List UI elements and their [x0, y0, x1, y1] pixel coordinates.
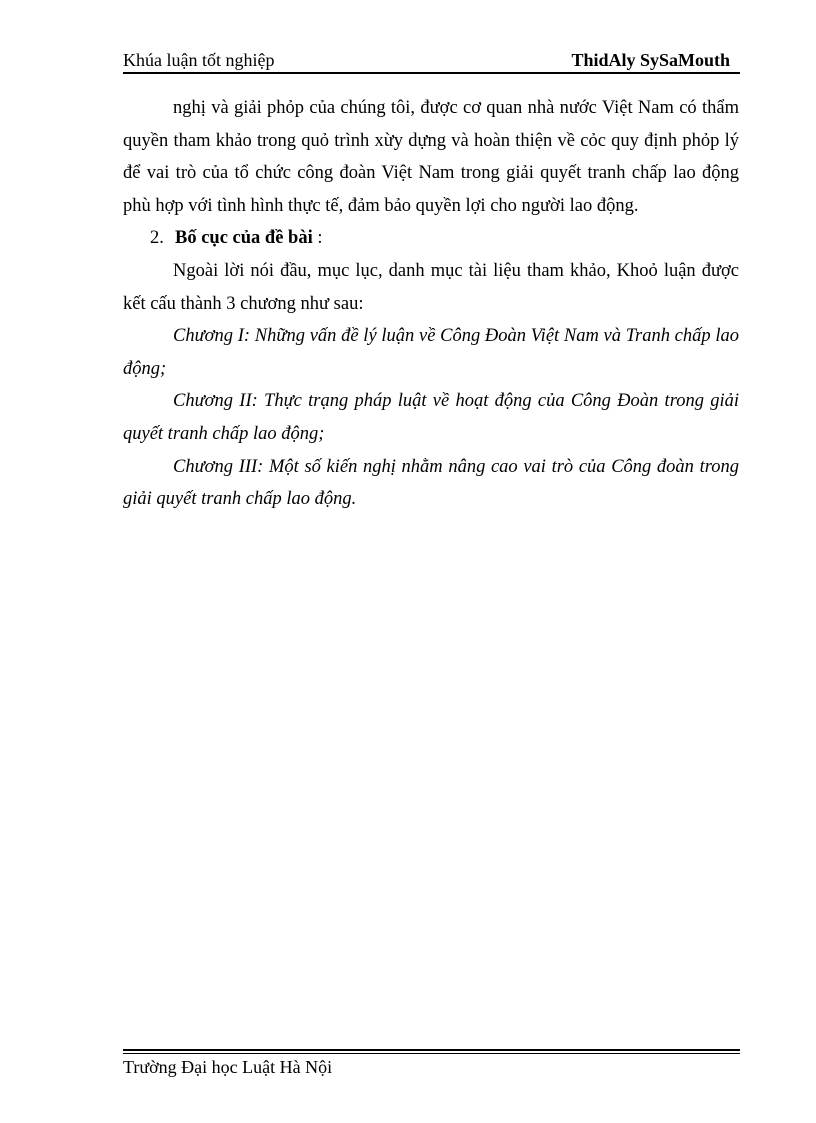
section-heading-number: 2.	[150, 228, 164, 249]
document-body	[123, 92, 739, 516]
header-divider	[123, 72, 740, 74]
section-heading-title: Bố cục của đề bài	[175, 228, 313, 249]
footer-divider-thin	[123, 1053, 740, 1054]
footer-university-name: Trường Đại học Luật Hà Nội	[123, 1057, 333, 1077]
page-header	[123, 46, 740, 72]
continuation-paragraph: nghị và giải phỏp của chúng tôi, được cơ quan nhà nước Việt Nam có thẩm quyền tham khảo trong quỏ trình xừy dựng và hoàn thiện về cỏc quy định phỏp lý để vai trò của tổ chức công đoàn Việt Nam trong giải quyết tranh chấp lao động phù hợp với tình hình thực tế, đảm bảo quyền lợi cho người lao động.	[123, 98, 739, 216]
section-heading-colon: :	[317, 228, 323, 249]
footer-divider-thick	[123, 1049, 740, 1051]
header-thesis-title: Khúa luận tốt nghiệp	[123, 50, 275, 70]
chapter-3-summary: Chương III: Một số kiến nghị nhằm nâng cao vai trò của Công đoàn trong giải quyết tranh chấp lao động.	[123, 456, 739, 510]
chapter-2-summary: Chương II: Thực trạng pháp luật về hoạt động của Công Đoàn trong giải quyết tranh chấp lao động;	[123, 391, 739, 444]
section-heading	[123, 222, 739, 255]
header-author-name: ThidAly SySaMouth	[571, 50, 730, 70]
structure-intro-paragraph: Ngoài lời nói đầu, mục lục, danh mục tài liệu tham khảo, Khoỏ luận được kết cấu thành 3 chương như sau:	[123, 260, 739, 314]
chapter-1-summary: Chương I: Những vấn đề lý luận về Công Đoàn Việt Nam và Tranh chấp lao động;	[123, 326, 739, 379]
